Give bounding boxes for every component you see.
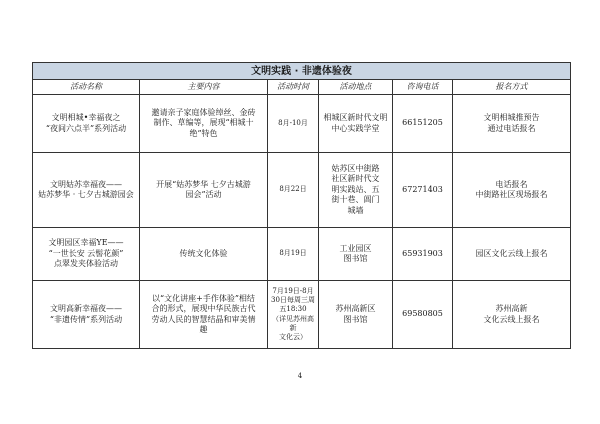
header-signup: 报名方式 [453, 80, 571, 95]
line: 文明高新幸福夜—— [50, 304, 122, 314]
table-row [33, 281, 571, 349]
cell-signup [453, 153, 571, 228]
cell-phone [393, 228, 453, 281]
header-phone: 咨询电话 [393, 80, 453, 95]
cell-phone [393, 153, 453, 228]
line: “夜间六点半”系列活动 [45, 123, 127, 133]
line: 社区新时代文 [331, 174, 380, 184]
line: 文明相城•幸福夜之 [51, 113, 121, 123]
cell-signup [453, 228, 571, 281]
line: 电话报名 [495, 179, 528, 189]
line: 66151205 [402, 118, 443, 128]
line: 图书馆 [343, 314, 368, 324]
header-name: 活动名称 [33, 80, 140, 95]
line: 8月-10月 [278, 118, 308, 127]
header-content: 主要内容 [140, 80, 268, 95]
line: 67271403 [402, 184, 443, 194]
table-row [33, 153, 571, 228]
table-row [33, 95, 571, 153]
events-table [32, 62, 571, 349]
line: 园区文化云线上报名 [475, 248, 548, 258]
line: 五18:30 [279, 305, 307, 314]
line: 绝”特色 [189, 128, 218, 138]
cell-content [140, 228, 268, 281]
line: 69580805 [402, 309, 443, 319]
cell-content [140, 153, 268, 228]
line: 点翠发夹体验活动 [54, 259, 118, 269]
line: 30日每周三周 [271, 296, 315, 305]
line: 中街路社区现场报名 [475, 190, 548, 199]
line: 7月19日-8月 [272, 287, 314, 296]
line: 邀请亲子家庭体验绰丝、金砖 [151, 107, 256, 117]
cell-content [140, 281, 268, 349]
line: 文明相城推预告 [483, 113, 540, 123]
line: 苏州高新区 [335, 304, 376, 314]
line: 开展“姑苏梦华 七夕古城游 [156, 179, 251, 189]
line: 姑苏梦华 · 七夕古城游园会 [38, 190, 134, 199]
line: 合的形式，展现中华民族古代 [151, 304, 256, 314]
line: 文明姑苏幸福夜—— [50, 179, 122, 189]
cell-phone [393, 281, 453, 349]
cell-location [319, 281, 393, 349]
line: “非遗传情”系列活动 [49, 314, 123, 324]
line: 文化云线上报名 [483, 314, 540, 324]
table-row [33, 228, 571, 281]
line: 8月22日 [279, 185, 307, 194]
cell-time [268, 95, 319, 153]
cell-name [33, 281, 140, 349]
cell-location [319, 228, 393, 281]
cell-name [33, 228, 140, 281]
table-title: 文明实践 · 非遗体验夜 [33, 63, 571, 80]
line: 姑苏区中街路 [331, 164, 380, 174]
cell-name [33, 153, 140, 228]
cell-time [268, 228, 319, 281]
cell-time [268, 153, 319, 228]
line: 苏州高新 [495, 304, 528, 314]
table-title-row [33, 63, 571, 80]
cell-signup [453, 95, 571, 153]
line: 劳动人民的智慧结晶和审美情 [151, 314, 256, 324]
line: 图书馆 [343, 254, 368, 263]
line: 传统文化体验 [179, 248, 228, 258]
cell-content [140, 95, 268, 153]
line: 文明园区幸福YE—— [48, 238, 124, 248]
cell-name [33, 95, 140, 153]
cell-signup [453, 281, 571, 349]
line: （详见苏州高新 [272, 314, 314, 332]
cell-location [319, 153, 393, 228]
line: 趣 [199, 324, 208, 334]
header-time: 活动时间 [268, 80, 319, 95]
line: 城墙 [347, 205, 364, 215]
line: 中心实践学堂 [331, 123, 380, 133]
line: “一世长安 云髻花颜” [48, 248, 124, 258]
line: 相城区新时代文明 [323, 113, 388, 123]
line: 文化云） [279, 332, 307, 341]
page-number: 4 [297, 372, 303, 380]
line: 通过电话报名 [487, 123, 536, 133]
cell-phone [393, 95, 453, 153]
line: 制作、草编等，展现“相城十 [153, 118, 254, 128]
line: 明实践站、五 [331, 184, 380, 194]
line: 园会”活动 [185, 190, 222, 199]
table-header-row [33, 80, 571, 95]
cell-location [319, 95, 393, 153]
cell-time [268, 281, 319, 349]
line: 65931903 [402, 248, 443, 258]
line: 8月19日 [279, 249, 307, 258]
line: 以“文化讲座+手作体验”相结 [152, 293, 255, 303]
header-location: 活动地点 [319, 80, 393, 95]
line: 街十巷、阊门 [331, 195, 380, 205]
line: 工业园区 [339, 243, 372, 253]
